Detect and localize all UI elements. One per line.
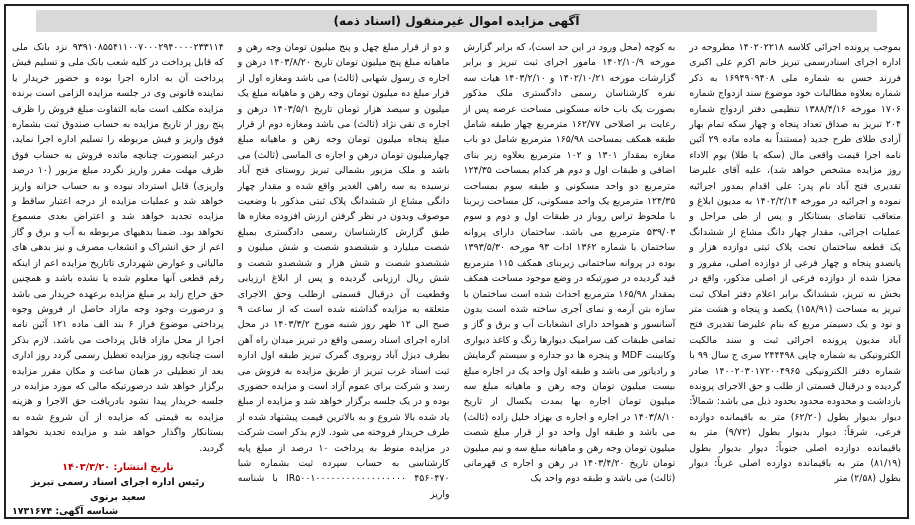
column-3 <box>238 40 450 511</box>
signature-block <box>12 460 224 505</box>
column-2-text: به کوچه (محل ورود در این حد است)، که برابر گزارش مورخه ۱۴۰۲/۱۰/۹ مامور اجرای ثبت تبریز و برابر گزارشات مورخه ۱۴۰۲/۱۰/۲۱ و ۱۴۰۳/۲/۱۰ هیات سه نفره کارشناسان رسمی دادگستری ملک مذکور بصورت یک باب خانه مسکونی مساحت عرصه پس از رعایت بر اصلاحی ۱۶۲/۷۷ مترمربع چهار طبقه شامل طبقه همکف بمساحت ۱۶۵/۹۸ مترمربع شامل دو باب مغازه بمقدار ۱۳۰۱ و ۱۰۲ مترمربع بعلاوه زیر بنای اضافی و طبقات اول و دوم هر کدام بمساحت ۱۲۴/۳۵ مترمربع دو واحد مسکونی و طبقه سوم بمساحت ۱۲۴/۳۵ مترمربع یک واحد مسکونی، کل مساحت زیربنا با ملحوظ تراس روباز در طبقات اول و دوم و سوم ۵۳۹/۰۳ مترمربع می باشد. ساختمان دارای پروانه ساختمان با شماره ۱۳۶۲ ادات ۹۳ مورخه ۱۳۹۳/۵/۳۰ بوده در پروانه ساختمانی زیربنای همکف ۱۱۵ مترمربع قید گردیده در صورتیکه در وضع موجود مساحت همکف بمقدار ۱۶۵/۹۸ مترمربع احداث شده است ساختمان با سازه بتن آرمه و نمای آجری ساخته شده است بدون آسانسور و همواحد دارای انشعابات آب و برق و گاز و تمامی طبقات کف سرامیک دیوارها رنگ و کاغذ دیواری وکابینت MDF و پنجره ها دو جداره و سیستم گرمایش و رادیاتور می باشد و طبقه اول واحد یک در اجاره مبلغ بیست میلیون تومان وجه رهن و ماهیانه مبلغ سه میلیون تومان اجاره بها بمدت یکسال از تاریخ ۱۴۰۳/۸/۱۰ در اجاره و اجاره ی بهزاد خلیل زاده (ثالث) می باشد و طبقه اول واحد دو از قرار مبلغ شصت میلیون تومان وجه رهن و ماهیانه مبلغ سه و نیم میلیون تومان تاریخ ۱۴۰۳/۴/۲۰ در رهن و اجاره ی قهرمانی (ثالث) می باشد و طبقه دوم واحد یک <box>463 42 676 485</box>
column-1-text: بموجب پرونده اجرائی کلاسه ۱۴۰۲۰۲۲۱۸ مطروحه در اداره اجرای اسنادرسمی تبریز خانم اکرم علی اکبری فرزند حسن به شماره ملی ۱۶۹۴۹۰۹۴۰۸ به ذکر شماره بعلاوه مطالبات خود موضوع سند ازدواج شماره ۱۷۰۶ مورخه ۱۳۸۸/۴/۱۶ تنظیمی دفتر ازدواج شماره ۲۰۴ تبریز به صداق تعداد پنجاه و چهار سکه تمام بهار آزادی طلای طرح جدید (مستنداً به ماده ماده ۲۹ آئین نامه اجرا قیمت واقعی مال (سکه یا طلا) یوم الاداء روز مزایده مشخص خواهد شد)، علیه آقای علیرضا تقدیری فتح آباد نام پدر: علی اقدام بمدور اجرائیه نموده و اجرائیه در مورخه ۱۴۰۲/۲/۱۴ به مدیون ابلاغ و متعاقب تقاضای بستانکار و پس از طی مراحل و عملیات اجرائی، مقدار چهار دانگ مشاع از ششدانگ یک قطعه ساختمان تحت پلاک ثبتی دوازده هزار و پانصدو پنجاه و چهار فرعی از دوازده اصلی، مفروز و مجزا شده از دوازده فرعی از اصلی مذکور، واقع در بخش نه تبریز، ششدانگ برابر اعلام دفتر املاک ثبت تبریز به مساحت (۱۵۸/۹۱) یکصد و پنجاه و هشت متر و نود و یک دسیمتر مربع که بنام علیرضا تقدیری فتح آباد مدیون پرونده اجرائی ثبت و سند مالکیت الکترونیکی به شماره چاپی ۲۴۴۴۹۸ سری ج سال ۹۹ با شماره دفتر الکترونیکی ۱۴۰۰۲۰۳۰۱۷۲۰۰۴۹۶۵ صادر گردیده و درقبال قسمتی از طلب و حق الاجرای پرونده بازداشت و محدوده محدود بحدود ذیل می باشد: شمالاً: دیوار بدیوار بطول (۶۲/۲۰) متر به باقیمانده دوازده فرعی، شرقاً: دیوار بدیوار بطول (۹/۷۲) متر به باقیمانده دوازده اصلی جنوباً: دیوار بدیوار بطول (۸۱/۱۹) متر به باقیمانده دوازده اصلی غرباً: دیوار بطول (۲/۵۸) متر <box>689 42 902 485</box>
column-4-text: ۹۳۹۱۰۸۵۵۴۱۱۰۰۷۰۰۰۲۹۴۰۰۰۰۲۳۳۱۱۴ نزد بانک ملی که قابل پرداخت در کلیه شعب بانک ملی و تسلیم فیش پرداخت آن به اداره اجرا بوده و حضور خریدار یا نماینده قانونی وی در جلسه مزایده الزامی است برنده مزایده مکلف است مابه التفاوت مبلغ فروش را ظرف پنج روز از تاریخ مزایده به حساب صندوق ثبت بشماره فوق واریز و فیش مربوطه را تسلیم اداره اجرا نماید، درغیر اینصورت چنانچه مانده فروش به حساب فوق ظرف مهلت مقرر واریز نگردد مبلغ مزبور (۱۰ درصد واریزی) قابل استرداد نبوده و به حساب خزانه واریز خواهد شد و عملیات مزایده از درجه اعتبار ساقط و مزایده تجدید خواهد شد و اعتراض بعدی مسموع نخواهد بود. ضمنا بدهیهای مربوطه به آب و برق و گاز اعم از حق انشراک و انشعاب مصرف و نیز بدهی های مالیاتی و عوارض شهرداری تاتاریخ مزایده اعم از اینکه رقم قطعی آنها معلوم شده یا نشده باشد و همچنین حق حراج زاید بر مبلغ مزایده برعهده خریدار می باشد و درصورت وجود وجه مازاد حاصل از فروش وجوه پرداختی موضوع فراز ۶ بند الف ماده ۱۲۱ آئین نامه اجرا از محل مازاد قابل پرداخت می باشد. لازم بذکر است چنانچه روز مزایده تعطیل رسمی گردد روز اداری بعد از تعطیلی در همان ساعت و مکان مقرر مزایده برگزار خواهد شد درصورتیکه مالی که مورد مزایده در جلسه خریدار پیدا نشود بادریافت حق الاجرا و هزینه مزایده به قیمتی که مزایده از آن شروع شده به بستانکار واگذار خواهد شد و مزایده تجدید نخواهد گردید. <box>12 42 224 454</box>
notice-title: آگهی مزایده اموال غیرمنقول (اسناد ذمه) <box>36 10 877 32</box>
column-3-text: و دو از قرار مبلغ چهل و پنج میلیون تومان وجه رهن و ماهیانه مبلغ پنج میلیون تومان تاریخ ۱۴۰۳/۸/۲۰ درهن و اجاره ی رسول شهابی (ثالث) می باشد ومغازه اول از قرار مبلغ ده میلیون تومان وجه رهن و ماهیانه مبلغ یک میلیون و سیصد هزار تومان تاریخ ۱۴۰۳/۵/۱ درهن و اجاره ی تقی نژاد (ثالث) می باشد ومغازه دوم از قرار مبلغ پنجاه میلیون تومان وجه رهن و ماهیانه مبلغ چهارمیلیون تومان درهن و اجاره ی الماسی (ثالث) می باشد و ملک مزبور بشمالی تبریز روستای فتح آباد نرسیده به سه راهی الغدیر واقع شده و مقدار چهار دانگی مشاع از ششدانگ پلاک ثبتی مذکور با وضعیت موصوف وبدون در نظر گرفتن ارزش افزوده مغازه ها طبق گزارش کارشناسان رسمی دادگستری بمبلغ شصت میلیارد و ششصدو شصت و شش میلیون و ششصدو شصت و شش هزار و ششصدو شصت و شش ریال ارزیابی گردیده و پس از ابلاغ ارزیابی وقطعیت آن درقبال قسمتی ازطلب وحق الاجرای متعلقه به مزایده گذاشته شده است که از ساعت ۹ صبح الی ۱۲ ظهر روز شنبه مورخ ۱۴۰۳/۳/۲ در محل اداره اجرای اسناد رسمی واقع در تبریز میدان راه آهن بطرف دیزل آباد روبروی گمرک تبریز طبقه اول اداره ثبت اسناد غرب تبریز از طریق مزایده به فروش می رسد و شرکت برای عموم آزاد است و مزایده حضوری بوده و در یک جلسه برگزار خواهد شد و مزایده از مبلغ یاد شده بالا شروع و به بالاترین قیمت پیشنهاد شده از طرف خریدار فروخته می شود. لازم بذکر است شرکت در مزایده منوط به پرداخت ۱۰ درصد از مبلغ پایه کارشناسی به حساب سپرده ثبت بشماره شبا ۴۵۶۰۴۷۰ IR۵۰۰۱۰۰۰۰۰۰۰۰۰۰۰۰۰۰۰۰۰۰ با شناسه واریز <box>237 42 450 500</box>
auction-notice <box>4 4 909 519</box>
column-2 <box>464 40 676 511</box>
column-4 <box>12 40 224 517</box>
column-1 <box>689 40 901 511</box>
signatory-name: سعید برنوی <box>90 491 146 503</box>
notice-body <box>12 40 902 517</box>
signatory-office: رئیس اداره اجرای اسناد رسمی تبریز <box>31 476 205 488</box>
publish-date: تاریخ انتشار: ۱۴۰۳/۳/۲۰ <box>62 461 174 473</box>
notice-id: شناسه آگهی: ۱۷۳۱۶۷۴ <box>12 505 119 517</box>
